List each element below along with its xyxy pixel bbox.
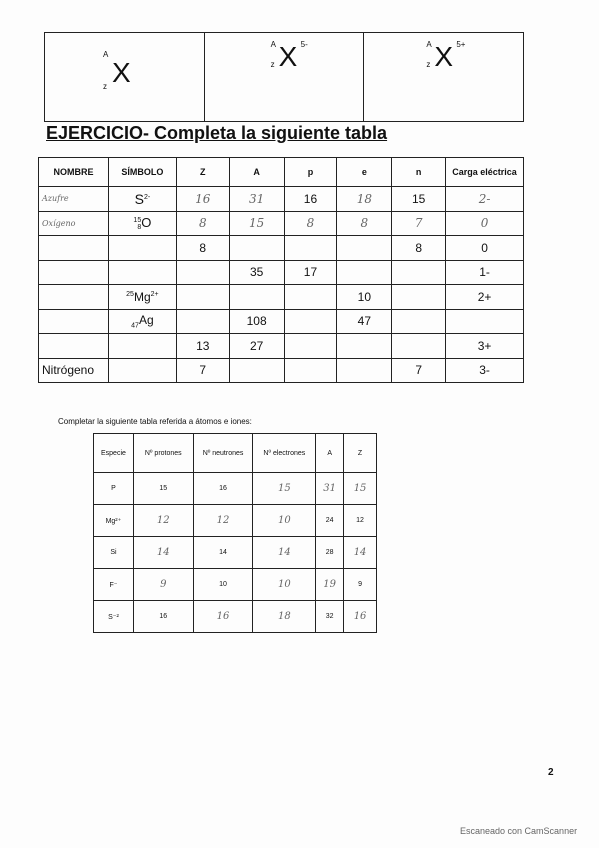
simbolo-cell	[108, 285, 176, 310]
p-cell	[284, 334, 337, 359]
table-row	[39, 211, 524, 236]
a-cell: 19	[316, 569, 344, 601]
element-symbol: X	[434, 41, 454, 72]
e-cell	[337, 236, 392, 261]
z-cell: 14	[344, 537, 377, 569]
header-protones: Nº protones	[133, 434, 193, 473]
electrones-cell: 15	[253, 473, 316, 505]
exercise-title: EJERCICIO- Completa la siguiente tabla	[46, 123, 388, 143]
page-number: 2	[548, 767, 554, 778]
carga-cell: 3-	[446, 358, 524, 383]
protones-cell: 12	[133, 505, 193, 537]
electrones-cell: 14	[253, 537, 316, 569]
electrones-cell: 18	[253, 601, 316, 633]
neutrones-cell: 12	[193, 505, 253, 537]
atomic-number: z	[426, 60, 431, 69]
p-cell: 16	[284, 187, 337, 212]
header-carga: Carga eléctrica	[446, 158, 524, 187]
nombre-cell: Oxígeno	[39, 211, 109, 236]
z-cell: 15	[344, 473, 377, 505]
atomic-number: z	[103, 82, 107, 91]
nombre-cell	[39, 260, 109, 285]
neutrones-cell: 16	[193, 601, 253, 633]
a-cell	[229, 358, 284, 383]
header-n: n	[392, 158, 446, 187]
z-cell	[176, 260, 229, 285]
p-cell: 8	[284, 211, 337, 236]
e-cell: 18	[337, 187, 392, 212]
header-nombre: NOMBRE	[39, 158, 109, 187]
z-cell: 13	[176, 334, 229, 359]
table-row	[39, 236, 524, 261]
chem-symbol: 15 8 O	[133, 215, 152, 232]
element-symbol: X	[112, 57, 131, 88]
simbolo-cell	[108, 211, 176, 236]
carga-cell: 2-	[446, 187, 524, 212]
table-row	[94, 505, 377, 537]
header-a: A	[229, 158, 284, 187]
p-cell	[284, 236, 337, 261]
neutrones-cell: 16	[193, 473, 253, 505]
e-cell: 47	[337, 309, 392, 334]
ion-charge: 5+	[456, 40, 466, 49]
e-cell	[337, 358, 392, 383]
nombre-cell: Nitrógeno	[39, 358, 109, 383]
simbolo-cell	[108, 260, 176, 285]
e-cell	[337, 334, 392, 359]
simbolo-cell	[108, 358, 176, 383]
table-header-row	[94, 434, 377, 473]
a-cell: 15	[229, 211, 284, 236]
protones-cell: 15	[133, 473, 193, 505]
especie-cell: S⁻²	[94, 601, 134, 633]
especie-cell: F⁻	[94, 569, 134, 601]
z-cell: 8	[176, 236, 229, 261]
a-cell: 28	[316, 537, 344, 569]
ions-instruction: Completar la siguiente tabla referida a átomos e iones:	[58, 417, 252, 426]
p-cell	[284, 358, 337, 383]
scanner-watermark: Escaneado con CamScanner	[460, 826, 578, 836]
element-symbol: X	[278, 41, 298, 72]
electrones-cell: 10	[253, 505, 316, 537]
table-row	[39, 334, 524, 359]
n-cell	[392, 309, 446, 334]
n-cell	[392, 334, 446, 359]
a-cell: 27	[229, 334, 284, 359]
notation-anion	[205, 33, 365, 121]
mass-number: A	[103, 50, 109, 59]
n-cell: 15	[392, 187, 446, 212]
z-cell: 16	[344, 601, 377, 633]
nombre-cell	[39, 309, 109, 334]
z-cell: 7	[176, 358, 229, 383]
p-cell	[284, 309, 337, 334]
a-cell	[229, 236, 284, 261]
notation-neutral	[45, 33, 205, 121]
table-row	[39, 260, 524, 285]
a-cell: 31	[229, 187, 284, 212]
atomic-number: z	[270, 60, 275, 69]
nombre-cell	[39, 285, 109, 310]
electrones-cell: 10	[253, 569, 316, 601]
header-z: Z	[344, 434, 377, 473]
e-cell: 10	[337, 285, 392, 310]
p-cell: 17	[284, 260, 337, 285]
protones-cell: 16	[133, 601, 193, 633]
notation-boxes	[44, 32, 524, 122]
ion-charge: 5-	[300, 40, 308, 49]
z-cell	[176, 309, 229, 334]
ions-table	[93, 433, 377, 633]
carga-cell: 2+	[446, 285, 524, 310]
z-cell	[176, 285, 229, 310]
nombre-cell	[39, 236, 109, 261]
header-z: Z	[176, 158, 229, 187]
especie-cell: Mg²⁺	[94, 505, 134, 537]
table-row	[39, 285, 524, 310]
e-cell	[337, 260, 392, 285]
e-cell: 8	[337, 211, 392, 236]
simbolo-cell	[108, 309, 176, 334]
header-neutrones: Nº neutrones	[193, 434, 253, 473]
nombre-cell: Azufre	[39, 187, 109, 212]
n-cell: 7	[392, 358, 446, 383]
header-a: A	[316, 434, 344, 473]
n-cell: 7	[392, 211, 446, 236]
neutrones-cell: 10	[193, 569, 253, 601]
table-header-row	[39, 158, 524, 187]
n-cell	[392, 260, 446, 285]
table-row	[94, 601, 377, 633]
header-simbolo: SÍMBOLO	[108, 158, 176, 187]
mass-number: A	[426, 40, 432, 49]
z-cell: 16	[176, 187, 229, 212]
z-cell: 8	[176, 211, 229, 236]
chem-symbol: $^{25}Mg^{2+}$	[126, 289, 159, 304]
mass-number: A	[270, 40, 277, 49]
chem-symbol: $S^{2-}$	[134, 190, 151, 207]
carga-cell: 0	[446, 211, 524, 236]
a-cell: 24	[316, 505, 344, 537]
especie-cell: P	[94, 473, 134, 505]
simbolo-cell	[108, 236, 176, 261]
a-cell: 31	[316, 473, 344, 505]
n-cell	[392, 285, 446, 310]
a-cell	[229, 285, 284, 310]
z-cell: 12	[344, 505, 377, 537]
protones-cell: 14	[133, 537, 193, 569]
a-cell: 108	[229, 309, 284, 334]
a-cell: 32	[316, 601, 344, 633]
z-cell: 9	[344, 569, 377, 601]
table-row	[94, 473, 377, 505]
notation-cation	[364, 33, 523, 121]
a-cell: 35	[229, 260, 284, 285]
table-row	[39, 187, 524, 212]
carga-cell	[446, 309, 524, 334]
simbolo-cell	[108, 187, 176, 212]
table-row	[39, 309, 524, 334]
header-especie: Especie	[94, 434, 134, 473]
table-row	[39, 358, 524, 383]
carga-cell: 1-	[446, 260, 524, 285]
header-p: p	[284, 158, 337, 187]
especie-cell: Si	[94, 537, 134, 569]
header-e: e	[337, 158, 392, 187]
neutrones-cell: 14	[193, 537, 253, 569]
header-electrones: Nº electrones	[253, 434, 316, 473]
chem-symbol: $_{47}$Ag	[131, 313, 154, 330]
carga-cell: 0	[446, 236, 524, 261]
simbolo-cell	[108, 334, 176, 359]
n-cell: 8	[392, 236, 446, 261]
protones-cell: 9	[133, 569, 193, 601]
carga-cell: 3+	[446, 334, 524, 359]
table-row	[94, 537, 377, 569]
nombre-cell	[39, 334, 109, 359]
table-row	[94, 569, 377, 601]
exercise-table	[38, 157, 524, 383]
p-cell	[284, 285, 337, 310]
